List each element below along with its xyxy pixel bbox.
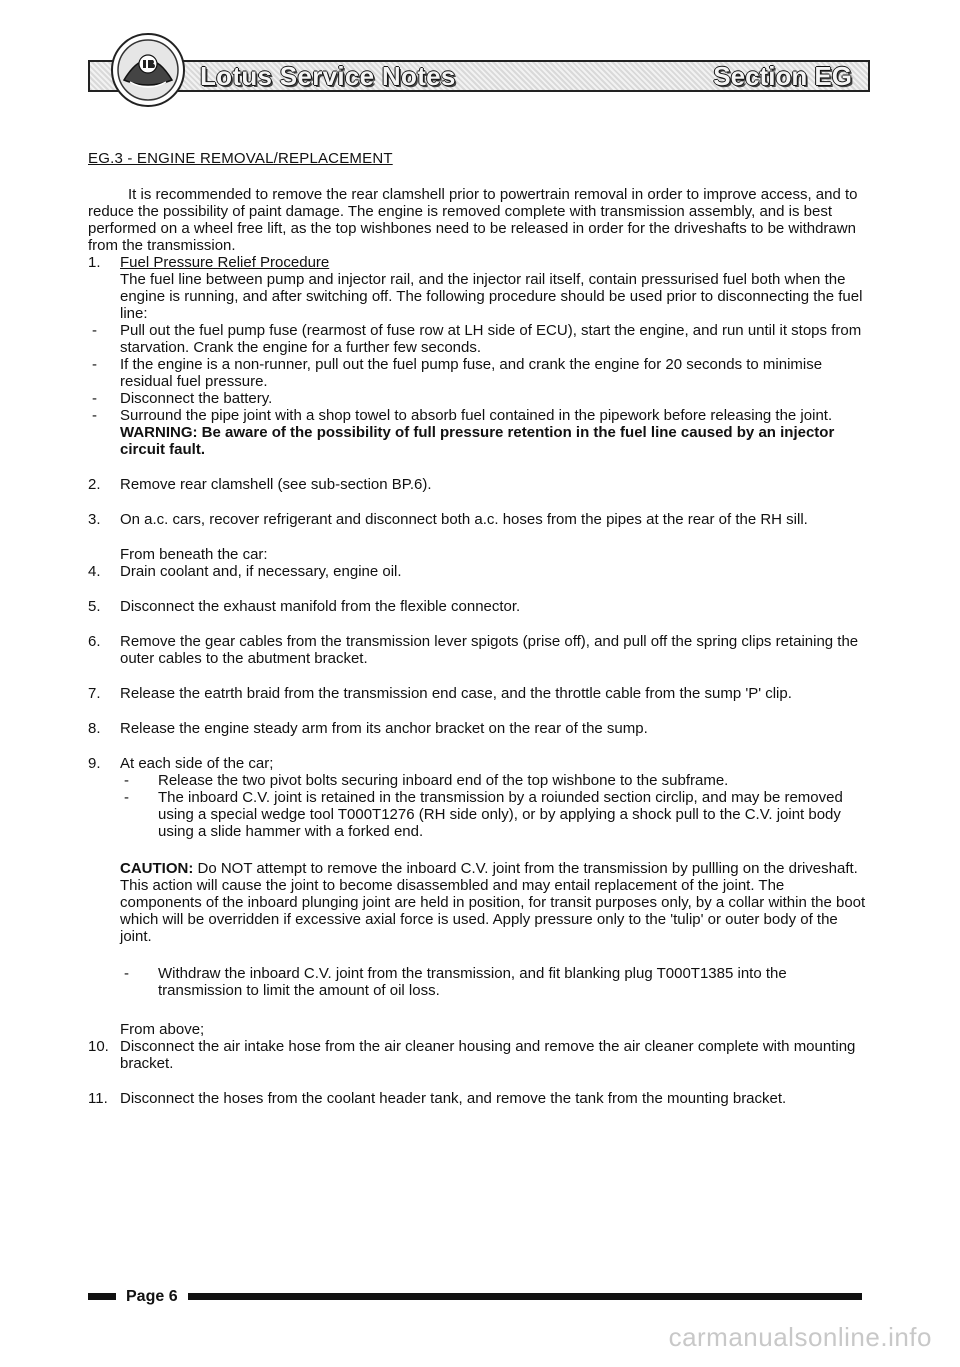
step-9 <box>88 755 870 772</box>
bullet-dash: - <box>124 789 129 806</box>
intro-paragraph: It is recommended to remove the rear clamshell prior to powertrain removal in order to improve access, and to reduce the possibility of paint damage. The engine is removed complete with transmission assembly, and is best performed on a wheel free lift, as the top wishbones need to be released in order for the driveshafts to be withdrawn from the transmission. <box>88 186 858 254</box>
page-footer <box>88 1288 862 1308</box>
bullet-dash: - <box>92 407 97 424</box>
step-number: 1. <box>88 254 101 271</box>
caution-label: CAUTION: <box>120 860 194 877</box>
header-banner <box>88 52 870 98</box>
bullet-dash: - <box>124 965 129 982</box>
step-9-bullet <box>120 789 870 840</box>
step-text: Release the engine steady arm from its anchor bracket on the rear of the sump. <box>120 720 648 737</box>
bullet-dash: - <box>92 390 97 407</box>
bullet-text: Withdraw the inboard C.V. joint from the transmission, and fit blanking plug T000T1385 into the transmission to limit the amount of oil loss. <box>158 965 787 999</box>
bullet-text: Disconnect the battery. <box>120 390 273 407</box>
from-beneath-label: From beneath the car: <box>120 546 268 563</box>
caution-text: Do NOT attempt to remove the inboard C.V. joint from the transmission by pullling on the driveshaft. This action will cause the joint to become disassembled and may entail replacement of the joint. The components of the inboard plunging joint are held in position, for transit purposes only, by a collar within the boot which will be overridden if excessive axial force is used. Apply pressure only to the 'tulip' or outer body of the joint. <box>120 860 866 945</box>
step-1-text-row <box>88 271 870 322</box>
step-number: 6. <box>88 633 101 650</box>
step-11 <box>88 1090 870 1107</box>
step-1-bullet <box>88 322 870 356</box>
step-text: At each side of the car; <box>120 755 274 772</box>
header-title: Lotus Service Notes <box>200 61 456 91</box>
step-text: Remove the gear cables from the transmission lever spigots (prise off), and pull off the spring clips retaining the outer cables to the abutment bracket. <box>120 633 859 667</box>
page-number: Page 6 <box>126 1288 178 1305</box>
step-text: Remove rear clamshell (see sub-section BP.6). <box>120 476 432 493</box>
footer-left-rule <box>88 1293 116 1300</box>
step-number: 3. <box>88 511 101 528</box>
watermark: carmanualsonline.info <box>668 1322 932 1352</box>
step-1-bullet <box>88 407 870 424</box>
step-text: Disconnect the hoses from the coolant header tank, and remove the tank from the mounting bracket. <box>120 1090 787 1107</box>
section-heading: EG.3 - ENGINE REMOVAL/REPLACEMENT <box>88 150 393 167</box>
bullet-dash: - <box>92 322 97 339</box>
bullet-text: If the engine is a non-runner, pull out the fuel pump fuse, and crank the engine for 20 seconds to minimise residual fuel pressure. <box>120 356 823 390</box>
step-number: 11. <box>88 1090 108 1107</box>
step-1-title: Fuel Pressure Relief Procedure <box>120 254 330 271</box>
step-text: On a.c. cars, recover refrigerant and disconnect both a.c. hoses from the pipes at the rear of the RH sill. <box>120 511 808 528</box>
step-1-bullet <box>88 356 870 390</box>
step-number: 2. <box>88 476 101 493</box>
from-above-row <box>88 1021 870 1038</box>
step-8 <box>88 720 870 737</box>
step-text: Disconnect the exhaust manifold from the flexible connector. <box>120 598 521 615</box>
step-text: Drain coolant and, if necessary, engine oil. <box>120 563 402 580</box>
step-10 <box>88 1038 870 1072</box>
bullet-dash: - <box>124 772 129 789</box>
warning-text: WARNING: Be aware of the possibility of full pressure retention in the fuel line caused by an injector circuit fault. <box>120 424 835 458</box>
lotus-badge-icon <box>108 30 188 110</box>
from-beneath-row <box>88 546 870 563</box>
bullet-text: Surround the pipe joint with a shop towel to absorb fuel contained in the pipework before releasing the joint. <box>120 407 833 424</box>
bullet-text: Release the two pivot bolts securing inboard end of the top wishbone to the subframe. <box>158 772 729 789</box>
step-9-bullet <box>120 772 870 789</box>
bullet-text: Pull out the fuel pump fuse (rearmost of fuse row at LH side of ECU), start the engine, and run until it stops from starvation. Crank the engine for a further few seconds. <box>120 322 862 356</box>
warning-row <box>88 424 870 458</box>
step-number: 7. <box>88 685 101 702</box>
step-9-bullet-after <box>120 965 870 999</box>
step-number: 4. <box>88 563 101 580</box>
bullet-text: The inboard C.V. joint is retained in the transmission by a roiunded section circlip, and may be removed using a special wedge tool T000T1276 (RH side only), or by applying a shock pull to the C.V. joint body using a slide hammer with a forked end. <box>158 789 843 840</box>
step-1-bullet <box>88 390 870 407</box>
step-5 <box>88 598 870 615</box>
caution-paragraph <box>120 860 870 945</box>
footer-right-rule <box>188 1293 862 1300</box>
step-4 <box>88 563 870 580</box>
step-7 <box>88 685 870 702</box>
bullet-dash: - <box>92 356 97 373</box>
step-number: 10. <box>88 1038 109 1055</box>
step-6 <box>88 633 870 667</box>
step-number: 9. <box>88 755 101 772</box>
step-2 <box>88 476 870 493</box>
step-1-text: The fuel line between pump and injector rail, and the injector rail itself, contain pressurised fuel both when the engine is running, and after switching off. The following procedure should be used prior to disconnecting the fuel line: <box>120 271 863 322</box>
step-text: Disconnect the air intake hose from the air cleaner housing and remove the air cleaner complete with mounting bracket. <box>120 1038 856 1072</box>
step-1 <box>88 254 870 271</box>
step-3 <box>88 511 870 528</box>
step-text: Release the eatrth braid from the transmission end case, and the throttle cable from the sump 'P' clip. <box>120 685 792 702</box>
step-number: 8. <box>88 720 101 737</box>
from-above-label: From above; <box>120 1021 205 1038</box>
step-number: 5. <box>88 598 101 615</box>
caution-row <box>88 860 870 945</box>
document-body <box>88 186 870 1107</box>
section-label: Section EG <box>713 61 852 91</box>
